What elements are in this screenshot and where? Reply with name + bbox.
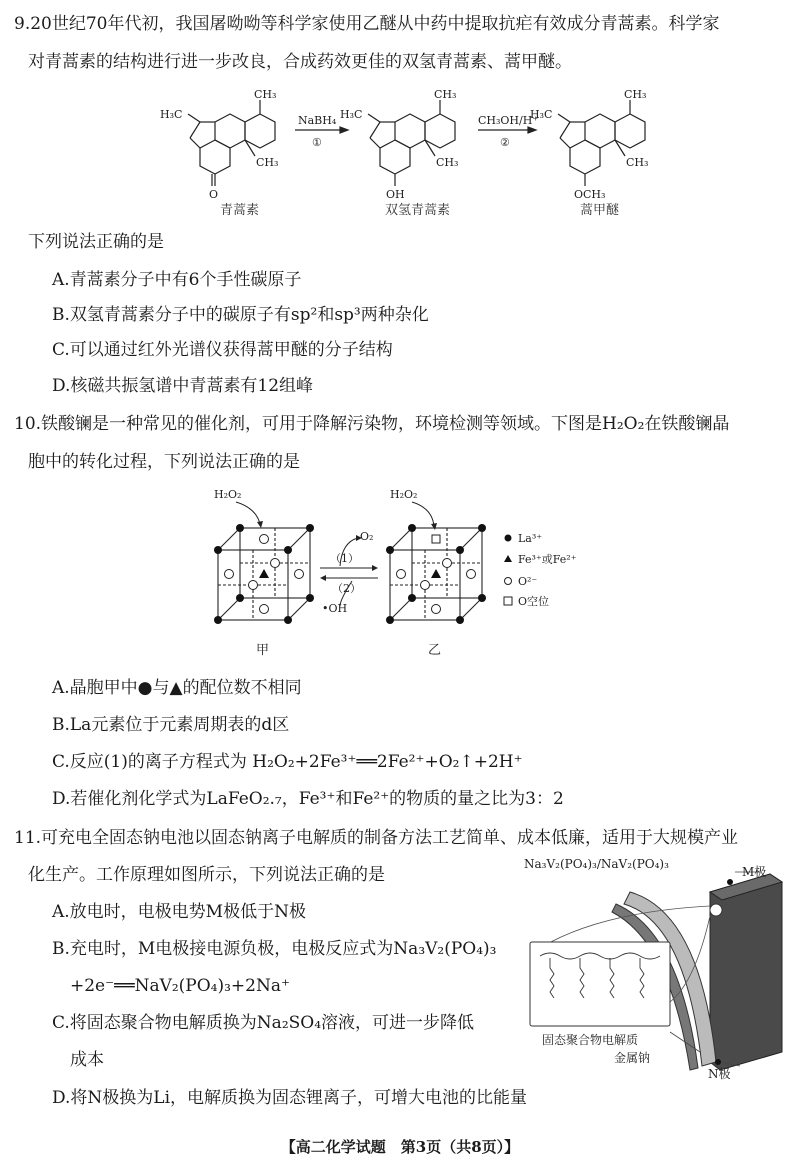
q9-prompt: 下列说法正确的是 [28, 232, 164, 252]
q10-stem-line1: 10.铁酸镧是一种常见的催化剂，可用于降解污染物，环境检测等领域。下图是H₂O₂在铁酸镧晶 [14, 414, 730, 434]
group-ch3-3b: CH₃ [626, 156, 649, 169]
step2-label: （2） [332, 582, 361, 595]
group-ch3-1b: CH₃ [256, 156, 279, 169]
group-h3c-2: H₃C [340, 108, 363, 121]
crystal-legend [504, 532, 577, 608]
artemether-structure [558, 100, 645, 186]
q11-stem-line2: 化生产。工作原理如图所示，下列说法正确的是 [28, 865, 385, 885]
q11-option-b-line1: B.充电时，M电极接电源负极，电极反应式为Na₃V₂(PO₄)₃ [52, 939, 497, 959]
group-ch3-3a: CH₃ [624, 88, 647, 101]
oh-radical-label: •OH [322, 602, 348, 615]
q10-option-b: B.La元素位于元素周期表的d区 [52, 715, 290, 735]
legend-o-vacancy: O空位 [518, 595, 550, 608]
legend-fe: Fe³⁺或Fe²⁺ [518, 553, 577, 566]
o2-label: O₂ [360, 530, 374, 543]
sodium-metal-label: 金属钠 [614, 1051, 651, 1065]
electrolyte-label: 固态聚合物电解质 [542, 1033, 639, 1047]
label-jia: 甲 [256, 643, 270, 658]
group-och3-3: OCH₃ [574, 188, 606, 201]
group-o-1: O [209, 188, 219, 201]
legend-la: La³⁺ [518, 532, 543, 545]
m-electrode-label: M极 [742, 865, 767, 879]
arrow1-reagent: NaBH₄ [298, 114, 337, 127]
q11-option-a: A.放电时，电极电势M极低于N极 [52, 902, 306, 922]
step1-label: （1） [330, 552, 359, 565]
q11-stem-line1: 11.可充电全固态钠电池以固态钠离子电解质的制备方法工艺简单、成本低廉，适用于大规模产业 [14, 828, 739, 848]
q9-stem-line1: 9.20世纪70年代初，我国屠呦呦等科学家使用乙醚从中药中提取抗疟有效成分青蒿素。科学家 [14, 14, 720, 34]
q11-battery-figure [520, 852, 790, 1082]
q9-option-c: C.可以通过红外光谱仪获得蒿甲醚的分子结构 [52, 340, 393, 360]
q9-structures-figure [160, 82, 680, 217]
label-artemisinin: 青蒿素 [220, 203, 260, 217]
group-h3c-1: H₃C [160, 108, 183, 121]
group-h3c-3: H₃C [530, 108, 553, 121]
group-oh-2: OH [386, 188, 405, 201]
label-yi: 乙 [428, 643, 442, 658]
h2o2-label-right: H₂O₂ [390, 488, 418, 501]
q9-option-a: A.青蒿素分子中有6个手性碳原子 [52, 270, 302, 290]
n-electrode-label: N极 [708, 1067, 731, 1081]
arrow2-step: ② [500, 136, 510, 149]
q10-crystal-figure [200, 482, 620, 662]
q11-option-c-line1: C.将固态聚合物电解质换为Na₂SO₄溶液，可进一步降低 [52, 1013, 475, 1033]
dihydroartemisinin-structure [368, 100, 455, 186]
q10-option-d: D.若催化剂化学式为LaFeO₂.₇，Fe³⁺和Fe²⁺的物质的量之比为3：2 [52, 789, 564, 809]
q9-option-b: B.双氢青蒿素分子中的碳原子有sp²和sp³两种杂化 [52, 305, 429, 325]
page-footer: 【高二化学试题 第3页（共8页）】 [280, 1138, 520, 1156]
q10-option-a: A.晶胞甲中●与▲的配位数不相同 [52, 678, 302, 698]
q11-option-d: D.将N极换为Li，电解质换为固态锂离子，可增大电池的比能量 [52, 1088, 528, 1108]
polymer-inset [530, 942, 670, 1026]
q9-stem-line2: 对青蒿素的结构进行进一步改良，合成药效更佳的双氢青蒿素、蒿甲醚。 [28, 52, 572, 72]
q11-option-b-line2: +2e⁻══NaV₂(PO₄)₃+2Na⁺ [70, 976, 290, 996]
q10-stem-line2: 胞中的转化过程，下列说法正确的是 [28, 452, 300, 472]
artemisinin-structure [188, 100, 275, 186]
arrow1-step: ① [312, 136, 322, 149]
h2o2-label-left: H₂O₂ [214, 488, 242, 501]
group-ch3-2b: CH₃ [436, 156, 459, 169]
arrow2-reagent: CH₃OH/H⁺ [478, 114, 539, 127]
label-dihydroartemisinin: 双氢青蒿素 [385, 203, 451, 217]
group-ch3-1a: CH₃ [254, 88, 277, 101]
m-electrode [710, 874, 782, 1070]
q10-option-c: C.反应(1)的离子方程式为 H₂O₂+2Fe³⁺══2Fe²⁺+O₂↑+2H⁺ [52, 752, 523, 772]
legend-o: O²⁻ [518, 575, 538, 588]
label-artemether: 蒿甲醚 [580, 203, 620, 217]
q9-option-d: D.核磁共振氢谱中青蒿素有12组峰 [52, 376, 314, 396]
q11-option-c-line2: 成本 [70, 1050, 104, 1070]
group-ch3-2a: CH₃ [434, 88, 457, 101]
battery-top-label: Na₃V₂(PO₄)₃/NaV₂(PO₄)₃ [524, 857, 669, 871]
